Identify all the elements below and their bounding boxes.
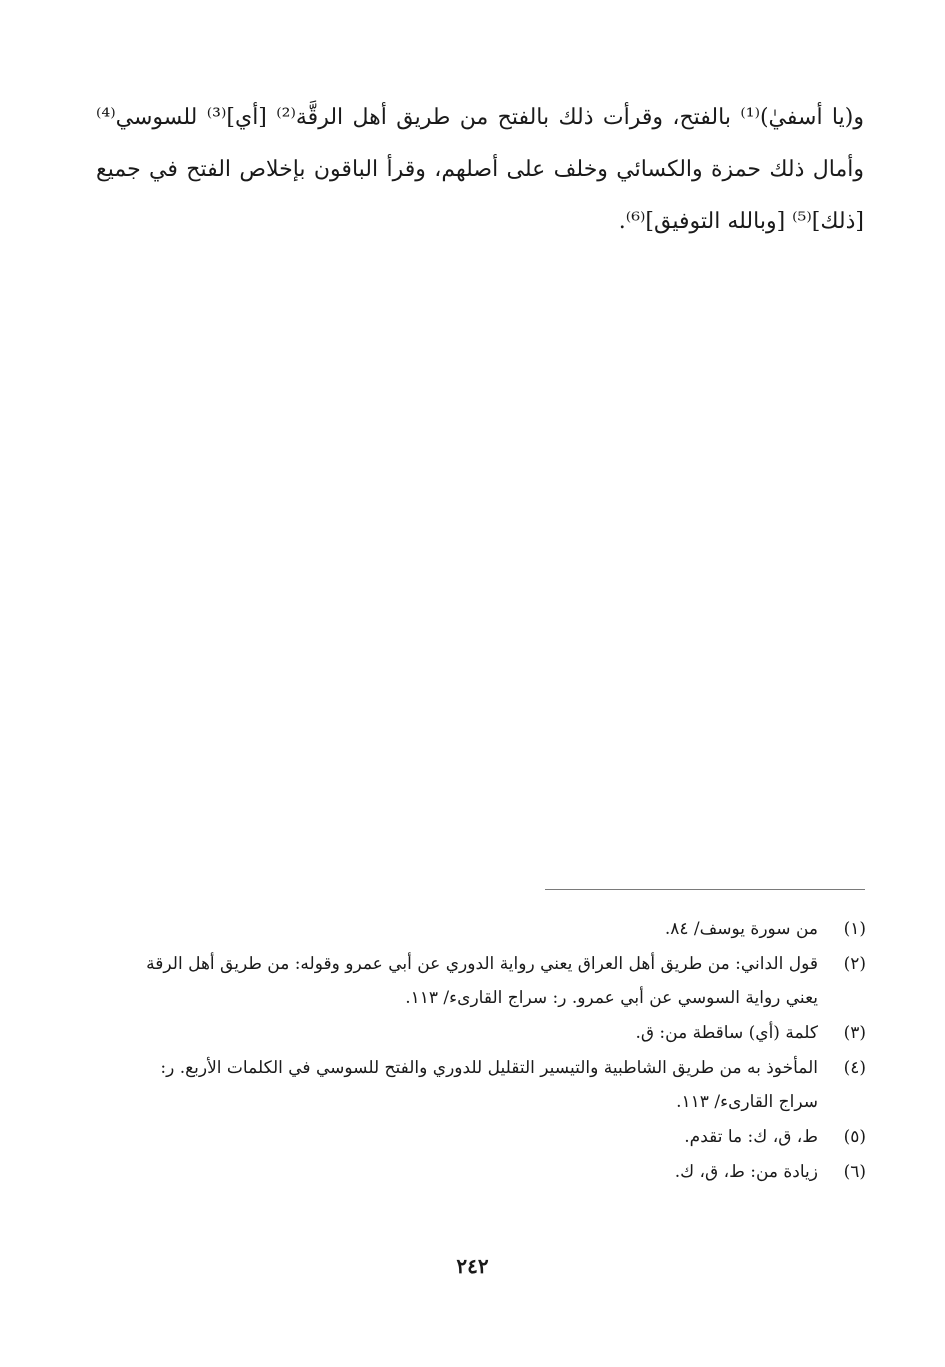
footnote-line: زيادة من: ط، ق، ك. [674, 1162, 818, 1182]
footnote-text [96, 947, 818, 1015]
footnote-text [96, 1016, 818, 1050]
footnote [96, 1155, 866, 1189]
footnote-number: (٣) [843, 1023, 866, 1043]
footnote-number: (٢) [843, 954, 866, 974]
footnotes [96, 912, 866, 1190]
footnote-line: قول الداني: من طريق أهل العراق يعني رواية الدوري عن أبي عمرو وقوله: من طريق أهل الرقة [146, 954, 818, 974]
main-text-line: وأمال ذلك حمزة والكسائي وخلف على أصلهم، وقرأ الباقون بإخلاص الفتح في جميع [96, 157, 864, 182]
footnote [96, 947, 866, 1015]
footnote-number: (٦) [843, 1162, 866, 1182]
footnote-text [96, 912, 818, 946]
footnote-line: سراج القارىء/ ١١٣. [676, 1092, 818, 1112]
footnote-text [96, 1051, 818, 1119]
footnote [96, 912, 866, 946]
footnote-number: (٤) [843, 1058, 866, 1078]
footnote-line: ط، ق، ك: ما تقدم. [684, 1127, 818, 1147]
footnote [96, 1120, 866, 1154]
footnote [96, 1051, 866, 1119]
page-number: ٢٤٢ [456, 1254, 489, 1278]
footnote-line: من سورة يوسف/ ٨٤. [664, 919, 818, 939]
footnote-line: المأخوذ به من طريق الشاطبية والتيسير التقليل للدوري والفتح للسوسي في الكلمات الأربع. ر: [160, 1058, 818, 1078]
footnote [96, 1016, 866, 1050]
footnote-line: يعني رواية السوسي عن أبي عمرو. ر: سراج القارىء/ ١١٣. [405, 988, 818, 1008]
main-text-line: و(يا أسفيٰ)⁽¹⁾ بالفتح، وقرأت ذلك بالفتح من طريق أهل الرقَّة⁽²⁾ [أي]⁽³⁾ للسوسي⁽⁴⁾ [96, 105, 864, 130]
main-text-line: [ذلك]⁽⁵⁾ [وبالله التوفيق]⁽⁶⁾. [618, 209, 864, 234]
main-text [96, 92, 864, 248]
footnote-number: (٥) [843, 1127, 866, 1147]
footnote-divider [545, 889, 865, 890]
footnote-text [96, 1155, 818, 1189]
footnote-line: كلمة (أي) ساقطة من: ق. [635, 1023, 818, 1043]
footnote-number: (١) [843, 919, 866, 939]
footnote-text [96, 1120, 818, 1154]
